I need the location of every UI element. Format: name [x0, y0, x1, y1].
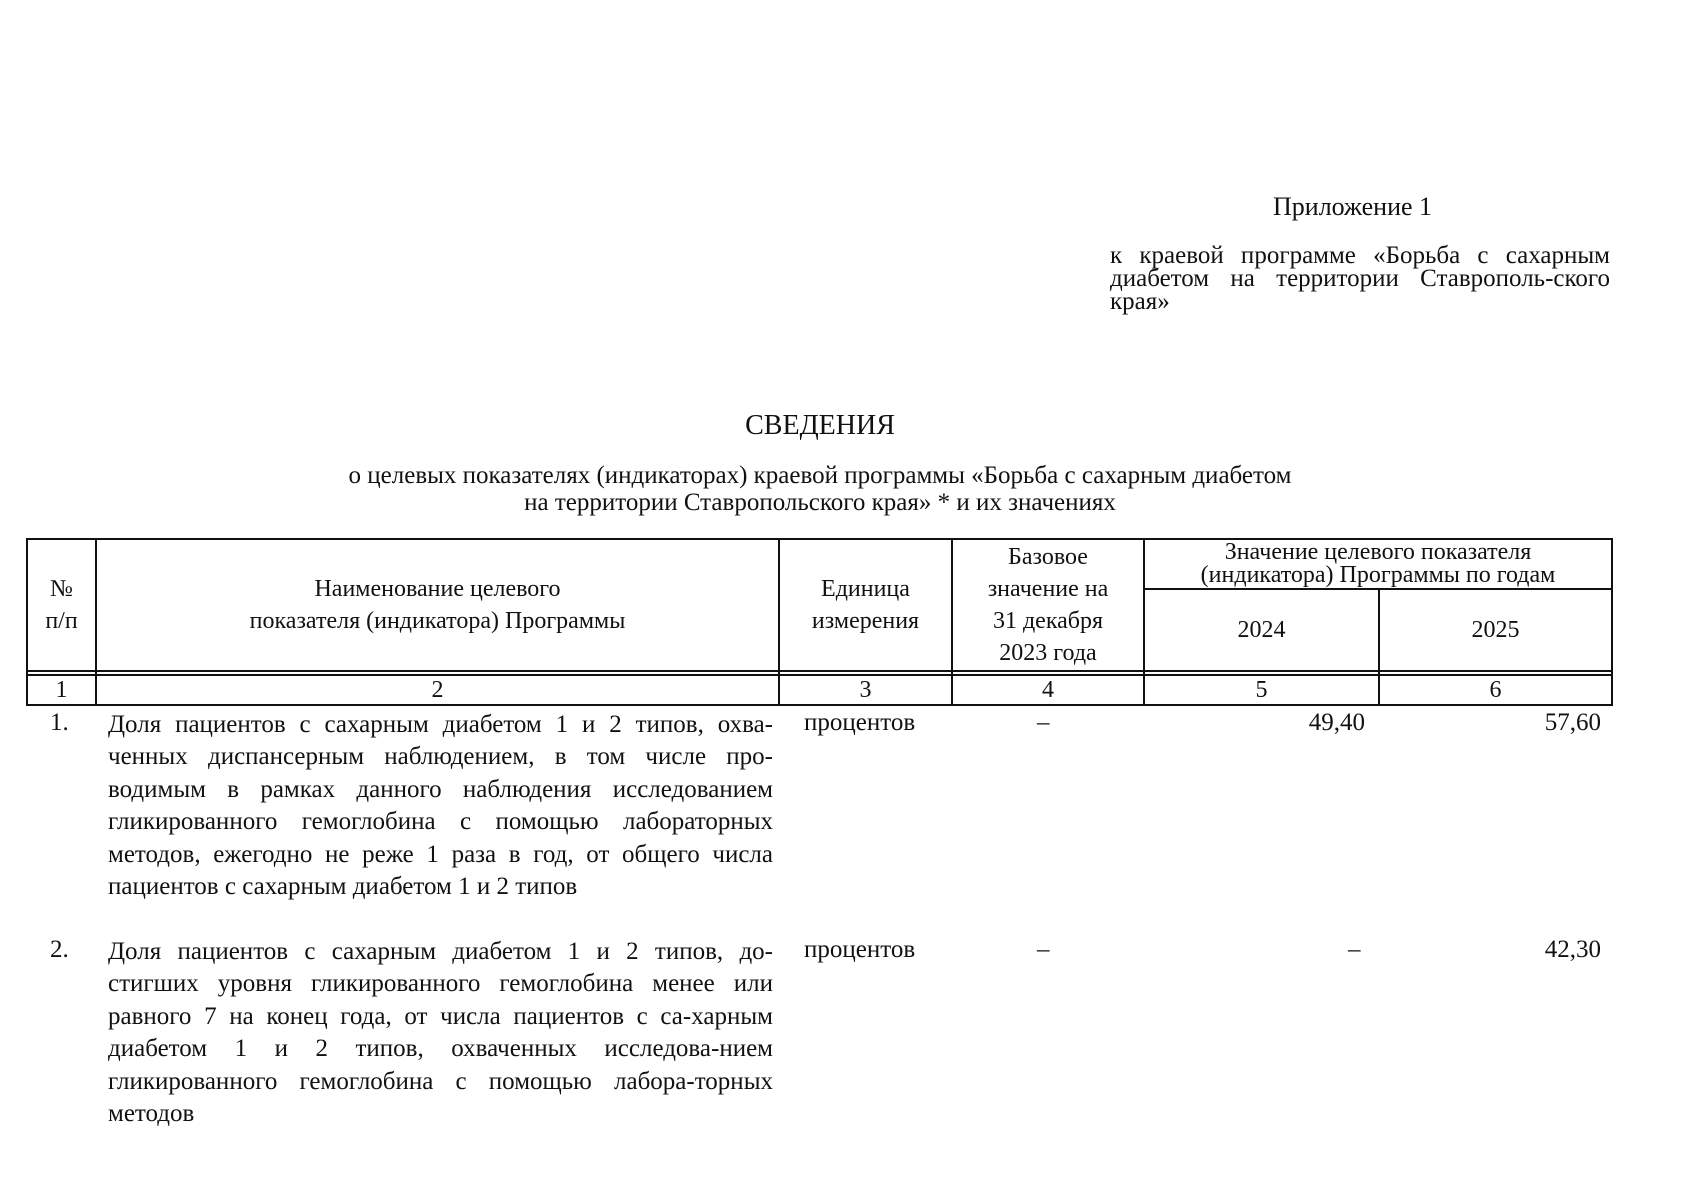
unit-of-measure: процентов — [804, 936, 916, 963]
table-border — [26, 670, 1613, 672]
value-2024: – — [1348, 936, 1361, 963]
value-2025: 57,60 — [1544, 709, 1601, 736]
appendix-title: Приложение 1 — [1273, 192, 1433, 221]
column-number: 6 — [1489, 677, 1502, 703]
header-unit: Единица измерения — [811, 576, 920, 634]
header-target-group: Значение целевого показателя (индикатора) Программы по годам — [1200, 539, 1556, 588]
appendix-body: к краевой программе «Борьба с сахарным диабетом на территории Ставрополь-ского края» — [1110, 242, 1610, 315]
value-2024: 49,40 — [1308, 709, 1365, 736]
header-year-2025: 2025 — [1471, 617, 1520, 643]
table-border — [1611, 538, 1613, 706]
document-subtitle-line-1: о целевых показателях (индикаторах) краевой программы «Борьба с сахарным диабетом — [348, 462, 1292, 489]
base-value: – — [1037, 936, 1050, 963]
header-num: № п/п — [45, 576, 78, 634]
header-base-value: Базовое значение на 31 декабря 2023 года — [987, 544, 1109, 666]
document-subtitle — [0, 462, 1640, 516]
unit-of-measure: процентов — [804, 709, 916, 736]
indicator-name: Доля пациентов с сахарным диабетом 1 и 2 типов, до-стигших уровня гликированного гемоглобина менее или равного 7 на конец года, от числа пациентов с са-харным диабетом 1 и 2 типов, охваченных исследова-нием гликированного гемоглобина с помощью лабора-торных методов — [108, 938, 773, 1128]
indicators-table-header — [26, 538, 1613, 706]
column-number: 5 — [1255, 677, 1268, 703]
column-number: 2 — [431, 677, 444, 703]
table-border — [26, 704, 1613, 706]
column-number: 4 — [1042, 677, 1054, 703]
document-subtitle-line-2: на территории Ставропольского края» * и их значениях — [524, 489, 1116, 516]
document-title: СВЕДЕНИЯ — [745, 410, 895, 441]
header-name: Наименование целевого показателя (индикатора) Программы — [249, 576, 626, 634]
value-2025: 42,30 — [1544, 936, 1601, 963]
row-number: 2. — [50, 936, 69, 963]
column-number: 1 — [55, 677, 68, 703]
indicator-name: Доля пациентов с сахарным диабетом 1 и 2 типов, охва-ченных диспансерным наблюдением, в том числе про-водимым в рамках данного наблюдения исследованием гликированного гемоглобина с помощью лабораторных методов, ежегодно не реже 1 раза в год, от общего числа пациентов с сахарным диабетом 1 и 2 типов — [108, 711, 773, 901]
base-value: – — [1037, 709, 1050, 736]
column-number: 3 — [859, 677, 872, 703]
header-year-2024: 2024 — [1237, 617, 1286, 643]
row-number: 1. — [50, 709, 69, 736]
